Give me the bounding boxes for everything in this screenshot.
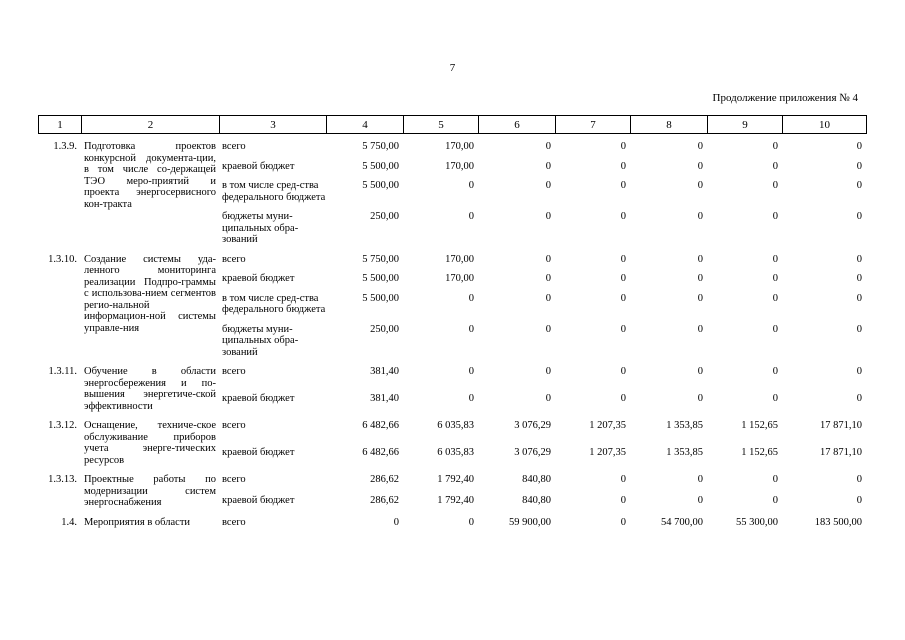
amount-cell: 0 (772, 273, 778, 284)
amount-cell: 1 207,35 (589, 447, 626, 458)
amount-cell: 0 (856, 292, 862, 304)
amount-cell: 0 (772, 141, 778, 152)
amount-cell: 840,80 (522, 495, 551, 507)
amount-cell: 5 750,00 (362, 253, 399, 265)
table-row (38, 251, 866, 271)
funding-source: в том числе сред-ства федерального бюджета (222, 180, 326, 203)
amount-cell: 0 (772, 211, 778, 222)
amount-cell: 0 (856, 366, 862, 377)
amount-cell: 0 (697, 474, 703, 485)
column-header: 6 (479, 116, 556, 134)
amount-cell: 1 353,85 (666, 420, 703, 431)
amount-cell: 0 (620, 516, 626, 528)
activity-code: 1.3.11. (48, 366, 77, 377)
amount-cell: 6 035,83 (437, 420, 474, 431)
column-header: 10 (783, 116, 867, 134)
amount-cell: 5 500,00 (362, 180, 399, 191)
amount-cell: 0 (545, 393, 551, 404)
column-header: 4 (327, 116, 404, 134)
amount-cell: 0 (772, 366, 778, 377)
amount-cell: 840,80 (522, 474, 551, 485)
activity-name: Мероприятия в области (84, 516, 191, 528)
amount-cell: 0 (545, 211, 551, 222)
funding-source: всего (222, 420, 246, 431)
funding-source: всего (222, 141, 246, 152)
column-header-table (38, 115, 867, 134)
amount-cell: 0 (468, 323, 474, 335)
amount-cell: 1 152,65 (741, 420, 778, 431)
funding-source: всего (222, 474, 246, 485)
amount-cell: 54 700,00 (661, 516, 703, 528)
activity-code: 1.3.12. (48, 420, 77, 431)
amount-cell: 0 (468, 180, 474, 191)
funding-source: краевой бюджет (222, 495, 295, 507)
amount-cell: 0 (856, 253, 862, 265)
amount-cell: 55 300,00 (736, 516, 778, 528)
amount-cell: 6 482,66 (362, 420, 399, 431)
amount-cell: 286,62 (370, 474, 399, 485)
amount-cell: 170,00 (445, 253, 474, 265)
amount-cell: 0 (620, 160, 626, 172)
amount-cell: 3 076,29 (514, 447, 551, 458)
amount-cell: 183 500,00 (814, 516, 862, 528)
amount-cell: 0 (697, 292, 703, 304)
amount-cell: 5 500,00 (362, 160, 399, 172)
amount-cell: 0 (772, 253, 778, 265)
amount-cell: 250,00 (370, 323, 399, 335)
amount-cell: 0 (545, 141, 551, 152)
amount-cell: 0 (772, 495, 778, 507)
amount-cell: 0 (468, 211, 474, 222)
activity-name: Обучение в области энергосбережения и по-вышения энергетиче-ской эффективности (84, 366, 216, 412)
amount-cell: 0 (697, 366, 703, 377)
amount-cell: 5 750,00 (362, 141, 399, 152)
column-header: 3 (220, 116, 327, 134)
amount-cell: 0 (620, 393, 626, 404)
amount-cell: 17 871,10 (820, 447, 862, 458)
amount-cell: 6 482,66 (362, 447, 399, 458)
activity-code: 1.3.10. (48, 253, 77, 265)
funding-source: краевой бюджет (222, 447, 295, 458)
page-number: 7 (449, 62, 456, 74)
amount-cell: 1 353,85 (666, 447, 703, 458)
amount-cell: 0 (697, 160, 703, 172)
amount-cell: 5 500,00 (362, 292, 399, 304)
amount-cell: 0 (620, 253, 626, 265)
activity-name: Создание системы уда-ленного мониторинга реализации Подпро-граммы с использова-нием сегментов регио-нальной информацион-ной системы управле-ния (84, 253, 216, 334)
amount-cell: 17 871,10 (820, 420, 862, 431)
amount-cell: 0 (620, 495, 626, 507)
amount-cell: 0 (697, 323, 703, 335)
amount-cell: 0 (856, 180, 862, 191)
continuation-label: Продолжение приложения № 4 (712, 92, 858, 104)
column-header: 2 (82, 116, 220, 134)
header-row (39, 116, 867, 134)
column-header: 5 (404, 116, 479, 134)
funding-source: краевой бюджет (222, 273, 295, 284)
activity-name: Подготовка проектов конкурсной документа-ции, в том числе со-держащей ТЭО меро-приятий и проекта энергосервисного кон-тракта (84, 141, 216, 210)
amount-cell: 0 (545, 253, 551, 265)
amount-cell: 0 (468, 516, 474, 528)
funding-source: всего (222, 253, 246, 265)
funding-source: бюджеты муни-ципальных обра-зований (222, 211, 299, 245)
amount-cell: 0 (697, 495, 703, 507)
amount-cell: 0 (545, 292, 551, 304)
funding-source: всего (222, 516, 246, 528)
amount-cell: 0 (545, 323, 551, 335)
amount-cell: 0 (856, 393, 862, 404)
amount-cell: 250,00 (370, 211, 399, 222)
amount-cell: 0 (697, 180, 703, 191)
table-row (38, 417, 866, 444)
amount-cell: 381,40 (370, 393, 399, 404)
amount-cell: 1 792,40 (437, 474, 474, 485)
amount-cell: 0 (697, 393, 703, 404)
amount-cell: 0 (697, 141, 703, 152)
funding-source: краевой бюджет (222, 160, 295, 172)
amount-cell: 0 (545, 366, 551, 377)
amount-cell: 170,00 (445, 141, 474, 152)
amount-cell: 0 (545, 180, 551, 191)
funding-source: всего (222, 366, 246, 377)
funding-source: краевой бюджет (222, 393, 295, 404)
amount-cell: 170,00 (445, 273, 474, 284)
activity-code: 1.3.13. (48, 474, 77, 485)
amount-cell: 0 (697, 253, 703, 265)
amount-cell: 1 792,40 (437, 495, 474, 507)
amount-cell: 0 (620, 474, 626, 485)
amount-cell: 0 (772, 323, 778, 335)
activity-code: 1.3.9. (53, 141, 77, 152)
amount-cell: 6 035,83 (437, 447, 474, 458)
activity-name: Проектные работы по модернизации систем энергоснабжения (84, 474, 216, 508)
amount-cell: 0 (545, 160, 551, 172)
table-row (38, 138, 866, 158)
amount-cell: 0 (620, 366, 626, 377)
column-header: 8 (631, 116, 708, 134)
amount-cell: 0 (697, 211, 703, 222)
table-row (38, 471, 866, 492)
activities-table (38, 138, 866, 533)
amount-cell: 1 207,35 (589, 420, 626, 431)
amount-cell: 0 (856, 323, 862, 335)
amount-cell: 381,40 (370, 366, 399, 377)
amount-cell: 0 (856, 211, 862, 222)
amount-cell: 0 (468, 393, 474, 404)
amount-cell: 170,00 (445, 160, 474, 172)
amount-cell: 0 (620, 323, 626, 335)
funding-source: бюджеты муни-ципальных обра-зований (222, 323, 299, 358)
amount-cell: 286,62 (370, 495, 399, 507)
column-header: 9 (708, 116, 783, 134)
amount-cell: 0 (856, 273, 862, 284)
amount-cell: 0 (545, 273, 551, 284)
amount-cell: 0 (620, 141, 626, 152)
funding-source: в том числе сред-ства федерального бюджета (222, 292, 326, 315)
amount-cell: 0 (856, 474, 862, 485)
amount-cell: 0 (620, 292, 626, 304)
amount-cell: 3 076,29 (514, 420, 551, 431)
table-row (38, 514, 866, 534)
table-row (38, 363, 866, 390)
amount-cell: 0 (468, 292, 474, 304)
amount-cell: 0 (772, 160, 778, 172)
amount-cell: 0 (468, 366, 474, 377)
column-header: 7 (556, 116, 631, 134)
amount-cell: 0 (856, 160, 862, 172)
amount-cell: 5 500,00 (362, 273, 399, 284)
amount-cell: 0 (856, 141, 862, 152)
amount-cell: 0 (620, 273, 626, 284)
column-header: 1 (39, 116, 82, 134)
amount-cell: 0 (772, 292, 778, 304)
amount-cell: 0 (620, 180, 626, 191)
amount-cell: 0 (772, 474, 778, 485)
activity-code: 1.4. (61, 516, 77, 528)
amount-cell: 0 (697, 273, 703, 284)
activity-name: Оснащение, техниче-ское обслуживание приборов учета энерге-тических ресурсов (84, 420, 216, 466)
amount-cell: 1 152,65 (741, 447, 778, 458)
amount-cell: 0 (772, 180, 778, 191)
amount-cell: 0 (772, 393, 778, 404)
amount-cell: 59 900,00 (509, 516, 551, 528)
amount-cell: 0 (620, 211, 626, 222)
amount-cell: 0 (393, 516, 399, 528)
amount-cell: 0 (856, 495, 862, 507)
